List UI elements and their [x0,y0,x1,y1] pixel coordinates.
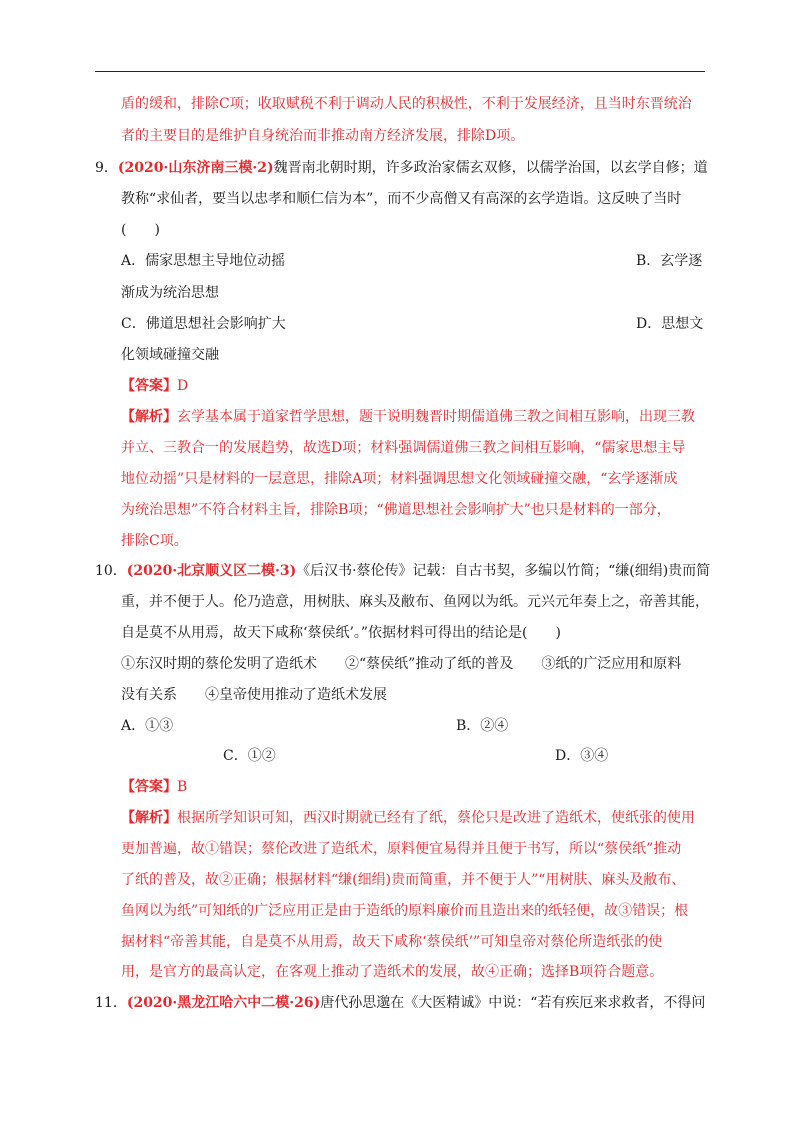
analysis-text: 更加普遍，故①错误；蔡伦改进了造纸术，原料便宜易得并且便于书写，所以“蔡侯纸”推动 [121,841,682,857]
question-source: (2020·山东济南三模·2) [117,160,274,176]
answer-label: 【答案】 [121,378,177,394]
analysis-text: 并立、三教合一的发展趋势，故选D项；材料强调儒道佛三教之间相互影响，“儒家思想主导 [121,440,686,456]
answer [121,376,188,396]
header-rule [95,71,705,72]
question-source: (2020·黑龙江哈六中二模·26) [126,995,321,1011]
option-c: C．佛道思想社会影响扩大 [121,316,286,332]
option-c: C．①② [223,748,276,764]
option-b-continued: 渐成为统治思想 [121,285,219,301]
analysis-text: 玄学基本属于道家哲学思想，题干说明魏晋时期儒道佛三教之间相互影响，出现三教 [177,409,695,425]
question-10 [95,561,710,581]
option-d-continued: 化领域碰撞交融 [121,347,219,363]
analysis-label: 【解析】 [121,810,177,826]
question-number: 9． [95,160,118,176]
analysis [121,407,695,427]
question-stem: 魏晋南北朝时期，许多政治家儒玄双修，以儒学治国，以玄学自修；道 [273,160,708,176]
answer-value: D [177,378,189,394]
statement-items: 没有关系 ④皇帝使用推动了造纸术发展 [121,687,387,703]
option-d: D．思想文 [636,316,704,332]
question-stem: 《后汉书·蔡伦传》记载：自古书契，多编以竹简；“缣(细绢)贵而简 [296,563,711,579]
prev-analysis-line: 盾的缓和，排除C项；收取赋税不利于调动人民的积极性，不利于发展经济，且当时东晋统治 [121,96,692,112]
option-a: A．①③ [121,718,174,734]
question-stem: 唐代孙思邈在《大医精诚》中说：“若有疾厄来求救者，不得问 [320,995,706,1011]
question-9 [95,158,708,178]
option-d: D．③④ [555,748,609,764]
answer [121,777,187,797]
question-stem: 重，并不便于人。伦乃造意，用树肤、麻头及敝布、鱼网以为纸。元兴元年奏上之，帝善其能， [121,594,709,610]
question-number: 11． [95,995,127,1011]
analysis-text: 为统治思想”不符合材料主旨，排除B项；“佛道思想社会影响扩大”也只是材料的一部分， [121,502,671,518]
question-blank: ( ) [121,222,160,238]
analysis-label: 【解析】 [121,409,177,425]
question-source: (2020·北京顺义区二模·3) [126,563,297,579]
analysis-text: 了纸的普及，故②正确；根据材料“缣(细绢)贵而简重，并不便于人”“用树肤、麻头及敝布、 [121,872,686,888]
question-number: 10． [95,563,127,579]
prev-analysis-line: 者的主要目的是维护自身统治而非推动南方经济发展，排除D项。 [121,128,525,144]
question-stem: 教称“求仙者，要当以忠孝和顺仁信为本”，而不少高僧又有高深的玄学造诣。这反映了当时 [121,191,682,207]
option-b: B．②④ [456,718,509,734]
question-stem: 自是莫不从用焉，故天下咸称‘蔡侯纸’。”依据材料可得出的结论是( ) [121,625,561,641]
option-a: A．儒家思想主导地位动摇 [121,253,286,269]
analysis-text: 地位动摇”只是材料的一层意思，排除A项；材料强调思想文化领域碰撞交融，“玄学逐渐成 [121,471,678,487]
analysis-text: 根据所学知识可知，西汉时期就已经有了纸，蔡伦只是改进了造纸术，使纸张的使用 [177,810,695,826]
answer-value: B [177,779,188,795]
analysis [121,808,695,828]
analysis-text: 据材料“帝善其能，自是莫不从用焉，故天下咸称‘蔡侯纸’”可知皇帝对蔡伦所造纸张的使 [121,934,663,950]
option-b: B．玄学逐 [636,253,703,269]
question-11 [95,993,705,1013]
analysis-text: 鱼网以为纸”可知纸的广泛应用正是由于造纸的原料廉价而且造出来的纸轻便，故③错误；根 [121,903,689,919]
analysis-text: 用，是官方的最高认定，在客观上推动了造纸术的发展，故④正确；选择B项符合题意。 [121,964,664,980]
analysis-text: 排除C项。 [121,533,188,549]
statement-items: ①东汉时期的蔡伦发明了造纸术 ②“蔡侯纸”推动了纸的普及 ③纸的广泛应用和原料 [121,656,682,672]
answer-label: 【答案】 [121,779,177,795]
